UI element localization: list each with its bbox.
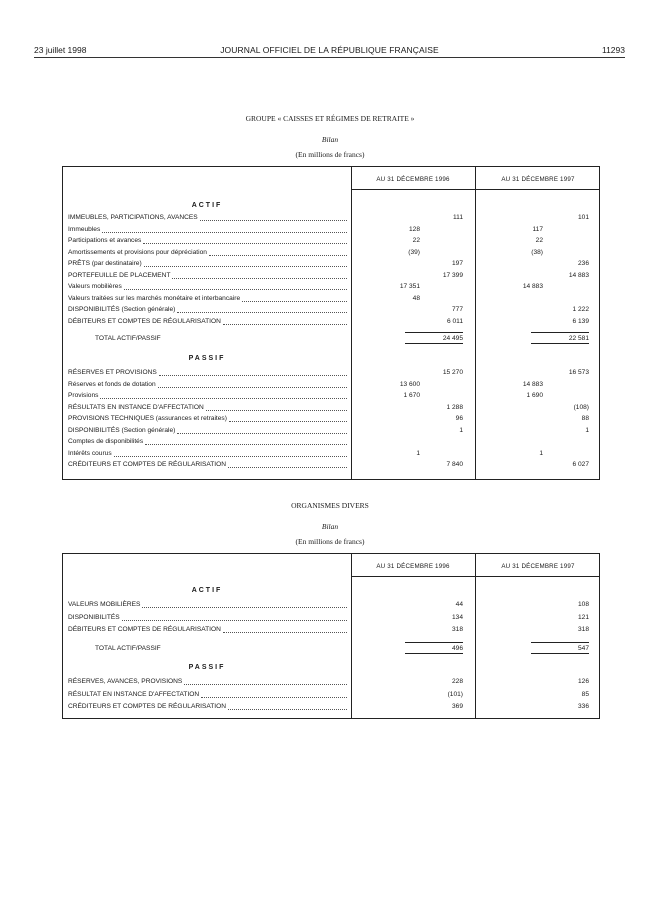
dot-leader [159,375,347,376]
journal-title: JOURNAL OFFICIEL DE LA RÉPUBLIQUE FRANÇAISE [220,45,439,55]
dot-leader [228,709,347,710]
dot-leader [184,684,347,685]
cell-t97: 14 883 [568,271,589,279]
cell-d97: 1 [539,449,543,457]
col-header-1997: AU 31 DÉCEMBRE 1997 [501,563,575,570]
dot-leader [114,456,347,457]
cell-t96: 7 840 [446,461,463,468]
row-label: DÉBITEURS ET COMPTES DE RÉGULARISATION [68,626,221,633]
row-label: Amortissements et provisions pour dépréciation [68,248,207,256]
table-row [63,448,601,459]
row-label: PROVISIONS TECHNIQUES (assurances et retraites) [68,415,227,422]
passif-heading: PASSIF [188,355,226,362]
dot-leader [158,387,347,388]
col-header-1996: AU 31 DÉCEMBRE 1996 [376,563,450,570]
row-label: PRÊTS (par destinataire) [68,260,142,267]
col-header-1997: AU 31 DÉCEMBRE 1997 [501,176,575,183]
cell-t97: 108 [577,601,589,608]
total-t97: 547 [577,645,589,652]
dot-leader [200,220,347,221]
table-row [63,367,601,378]
cell-d96: 17 351 [399,283,420,290]
row-label: DISPONIBILITÉS (Section générale) [68,306,176,313]
table-row [63,436,601,447]
cell-t96: 1 [459,426,463,434]
table-row [63,293,601,304]
dot-leader [177,312,347,313]
row-label: Intérêts courus [68,449,112,457]
row-label: PORTEFEUILLE DE PLACEMENT [68,271,171,279]
section2-balance-table [62,553,600,719]
total-rule [405,332,463,333]
total-t96: 24 495 [442,335,463,342]
total-double-rule [531,653,589,654]
cell-t97: 236 [577,260,589,267]
table-row [63,612,601,623]
table-row [63,212,601,223]
cell-d96: 1 [416,449,420,457]
cell-t96: 369 [451,703,463,710]
row-label: Participations et avances [68,237,142,244]
dot-leader [100,398,347,399]
cell-d96: 48 [412,294,420,302]
total-t96: 496 [451,645,463,652]
dot-leader [223,324,347,325]
row-label: IMMEUBLES, PARTICIPATIONS, AVANCES [68,214,198,221]
dot-leader [143,243,347,244]
total-t97: 22 581 [568,335,589,342]
cell-t96: 318 [451,626,463,633]
section2-subtitle: Bilan [321,522,339,531]
cell-t96: 96 [455,415,463,422]
actif-heading: ACTIF [191,202,223,209]
row-label: RÉSERVES ET PROVISIONS [68,369,157,376]
total-row [63,333,601,344]
dot-leader [177,433,347,434]
col-header-1996: AU 31 DÉCEMBRE 1996 [376,176,450,183]
row-label: DISPONIBILITÉS [68,613,120,621]
table-row [63,316,601,327]
total-double-rule [405,653,463,654]
table-row [63,379,601,390]
section2-title: ORGANISMES DIVERS [291,501,369,510]
table-row [63,247,601,258]
total-rule [531,332,589,333]
row-label: Valeurs traitées sur les marchés monétaire et interbancaire [68,294,241,302]
cell-t97: (108) [573,403,589,411]
row-label: RÉSULTATS EN INSTANCE D'AFFECTATION [68,403,204,411]
dot-leader [201,697,347,698]
total-rule [531,642,589,643]
row-label: RÉSULTAT EN INSTANCE D'AFFECTATION [68,690,200,698]
cell-d97: 22 [535,237,543,244]
cell-d97: (38) [531,248,543,256]
table-row [63,676,601,687]
row-label: Valeurs mobilières [68,283,122,290]
passif-heading: PASSIF [188,664,226,671]
total-label: TOTAL ACTIF/PASSIF [95,335,161,342]
dot-leader [145,444,347,445]
table-row [63,224,601,235]
cell-t97: 6 139 [572,317,589,325]
section1-balance-table [62,166,600,480]
table-row [63,304,601,315]
total-double-rule [405,343,463,344]
total-row [63,643,601,654]
row-label: DÉBITEURS ET COMPTES DE RÉGULARISATION [68,317,221,325]
section1-subtitle: Bilan [321,135,339,144]
section1-unit: (En millions de francs) [295,150,365,159]
cell-d97: 1 690 [526,392,543,399]
row-label: Réserves et fonds de dotation [68,380,156,388]
page-number: 11293 [601,45,625,55]
dot-leader [172,278,347,279]
cell-t96: 15 270 [442,369,463,376]
table-row [63,425,601,436]
dot-leader [229,421,347,422]
cell-t96: 17 399 [442,271,463,279]
cell-t96: 1 288 [446,403,463,411]
row-label: Provisions [68,392,99,399]
dot-leader [242,301,347,302]
dot-leader [228,467,347,468]
table-row [63,701,601,712]
row-label: CRÉDITEURS ET COMPTES DE RÉGULARISATION [68,703,227,710]
row-label: RÉSERVES, AVANCES, PROVISIONS [68,678,183,685]
row-label: Immeubles [68,225,101,233]
section2-unit: (En millions de francs) [295,537,365,546]
cell-t97: 126 [577,678,589,685]
cell-d97: 14 883 [522,380,543,388]
table-row [63,281,601,292]
row-label: CRÉDITEURS ET COMPTES DE RÉGULARISATION [68,461,227,468]
table-row [63,258,601,269]
dot-leader [122,620,347,621]
cell-t96: 44 [455,601,463,608]
cell-t97: 318 [577,626,589,633]
cell-t97: 121 [577,613,589,621]
cell-t97: 1 222 [572,306,589,313]
cell-t96: 777 [451,306,463,313]
table-row [63,402,601,413]
page-date: 23 juillet 1998 [34,45,87,55]
cell-d96: 13 600 [399,380,420,388]
actif-heading: ACTIF [191,587,223,594]
cell-d97: 14 883 [522,283,543,290]
total-double-rule [531,343,589,344]
cell-t96: 197 [451,260,463,267]
total-rule [405,642,463,643]
dot-leader [124,289,347,290]
cell-t96: (101) [447,690,463,698]
table-row [63,599,601,610]
cell-t97: 85 [581,690,589,698]
table-row [63,235,601,246]
cell-t97: 16 573 [568,369,589,376]
dot-leader [144,266,347,267]
dot-leader [142,607,347,608]
dot-leader [206,410,347,411]
dot-leader [102,232,347,233]
cell-t97: 6 027 [572,461,589,468]
cell-d97: 117 [532,225,543,233]
cell-t96: 134 [451,613,463,621]
row-label: VALEURS MOBILIÈRES [68,601,141,608]
cell-t97: 1 [585,426,589,434]
table-row [63,689,601,700]
cell-t97: 336 [577,703,589,710]
cell-t96: 228 [451,678,463,685]
cell-d96: 1 670 [403,392,420,399]
cell-d96: 128 [408,225,420,233]
cell-t96: 111 [452,214,463,221]
table-row [63,459,601,470]
table-row [63,413,601,424]
header-rule [34,57,625,58]
table-row [63,624,601,635]
cell-d96: (39) [408,248,420,256]
section1-title: GROUPE « CAISSES ET RÉGIMES DE RETRAITE » [245,114,415,123]
cell-t97: 101 [577,214,589,221]
cell-d96: 22 [412,237,420,244]
dot-leader [223,632,347,633]
dot-leader [209,255,347,256]
row-label: DISPONIBILITÉS (Section générale) [68,426,176,434]
table-row [63,390,601,401]
cell-t96: 6 011 [446,317,463,325]
table-row [63,270,601,281]
row-label: Comptes de disponibilités [68,438,144,445]
cell-t97: 88 [581,415,589,422]
total-label: TOTAL ACTIF/PASSIF [95,645,161,652]
